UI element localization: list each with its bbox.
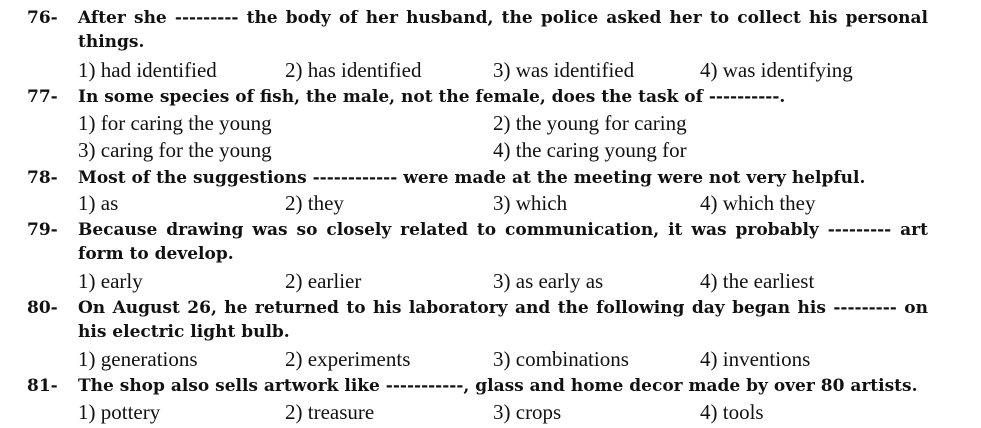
option-2[interactable]: 2) earlier [285, 269, 362, 293]
question-stem: Because drawing was so closely related to communication, it was probably --------- art form to develop. [78, 220, 928, 264]
option-3[interactable]: 3) caring for the young [78, 138, 272, 162]
option-3[interactable]: 3) was identified [493, 58, 635, 82]
option-1[interactable]: 1) for caring the young [78, 111, 272, 135]
option-1[interactable]: 1) as [78, 191, 119, 215]
option-2[interactable]: 2) treasure [285, 400, 375, 424]
option-1[interactable]: 1) early [78, 269, 143, 293]
question-stem: After she --------- the body of her husband, the police asked her to collect his personal things. [78, 8, 928, 52]
question-stem: The shop also sells artwork like -----------, glass and home decor made by over 80 artists. [78, 376, 918, 396]
option-4[interactable]: 4) was identifying [700, 58, 853, 82]
option-4[interactable]: 4) which they [700, 191, 816, 215]
option-3[interactable]: 3) crops [493, 400, 562, 424]
option-1[interactable]: 1) had identified [78, 58, 217, 82]
option-2[interactable]: 2) experiments [285, 347, 411, 371]
option-2[interactable]: 2) has identified [285, 58, 422, 82]
question-number: 78- [27, 168, 58, 188]
option-4[interactable]: 4) the earliest [700, 269, 815, 293]
question-number: 79- [27, 220, 58, 240]
option-4[interactable]: 4) tools [700, 400, 764, 424]
option-3[interactable]: 3) which [493, 191, 568, 215]
option-2[interactable]: 2) they [285, 191, 344, 215]
question-number: 81- [27, 376, 58, 396]
option-2[interactable]: 2) the young for caring [493, 111, 687, 135]
option-4[interactable]: 4) inventions [700, 347, 811, 371]
option-4[interactable]: 4) the caring young for [493, 138, 687, 162]
question-stem: On August 26, he returned to his laboratory and the following day began his --------- on his electric light bulb. [78, 298, 928, 342]
question-number: 76- [27, 8, 58, 28]
option-1[interactable]: 1) pottery [78, 400, 161, 424]
question-stem: In some species of fish, the male, not the female, does the task of ----------. [78, 87, 786, 107]
option-3[interactable]: 3) combinations [493, 347, 629, 371]
option-1[interactable]: 1) generations [78, 347, 198, 371]
question-number: 77- [27, 87, 58, 107]
question-number: 80- [27, 298, 58, 318]
question-stem: Most of the suggestions ------------ were made at the meeting were not very helpful. [78, 168, 866, 188]
option-3[interactable]: 3) as early as [493, 269, 604, 293]
